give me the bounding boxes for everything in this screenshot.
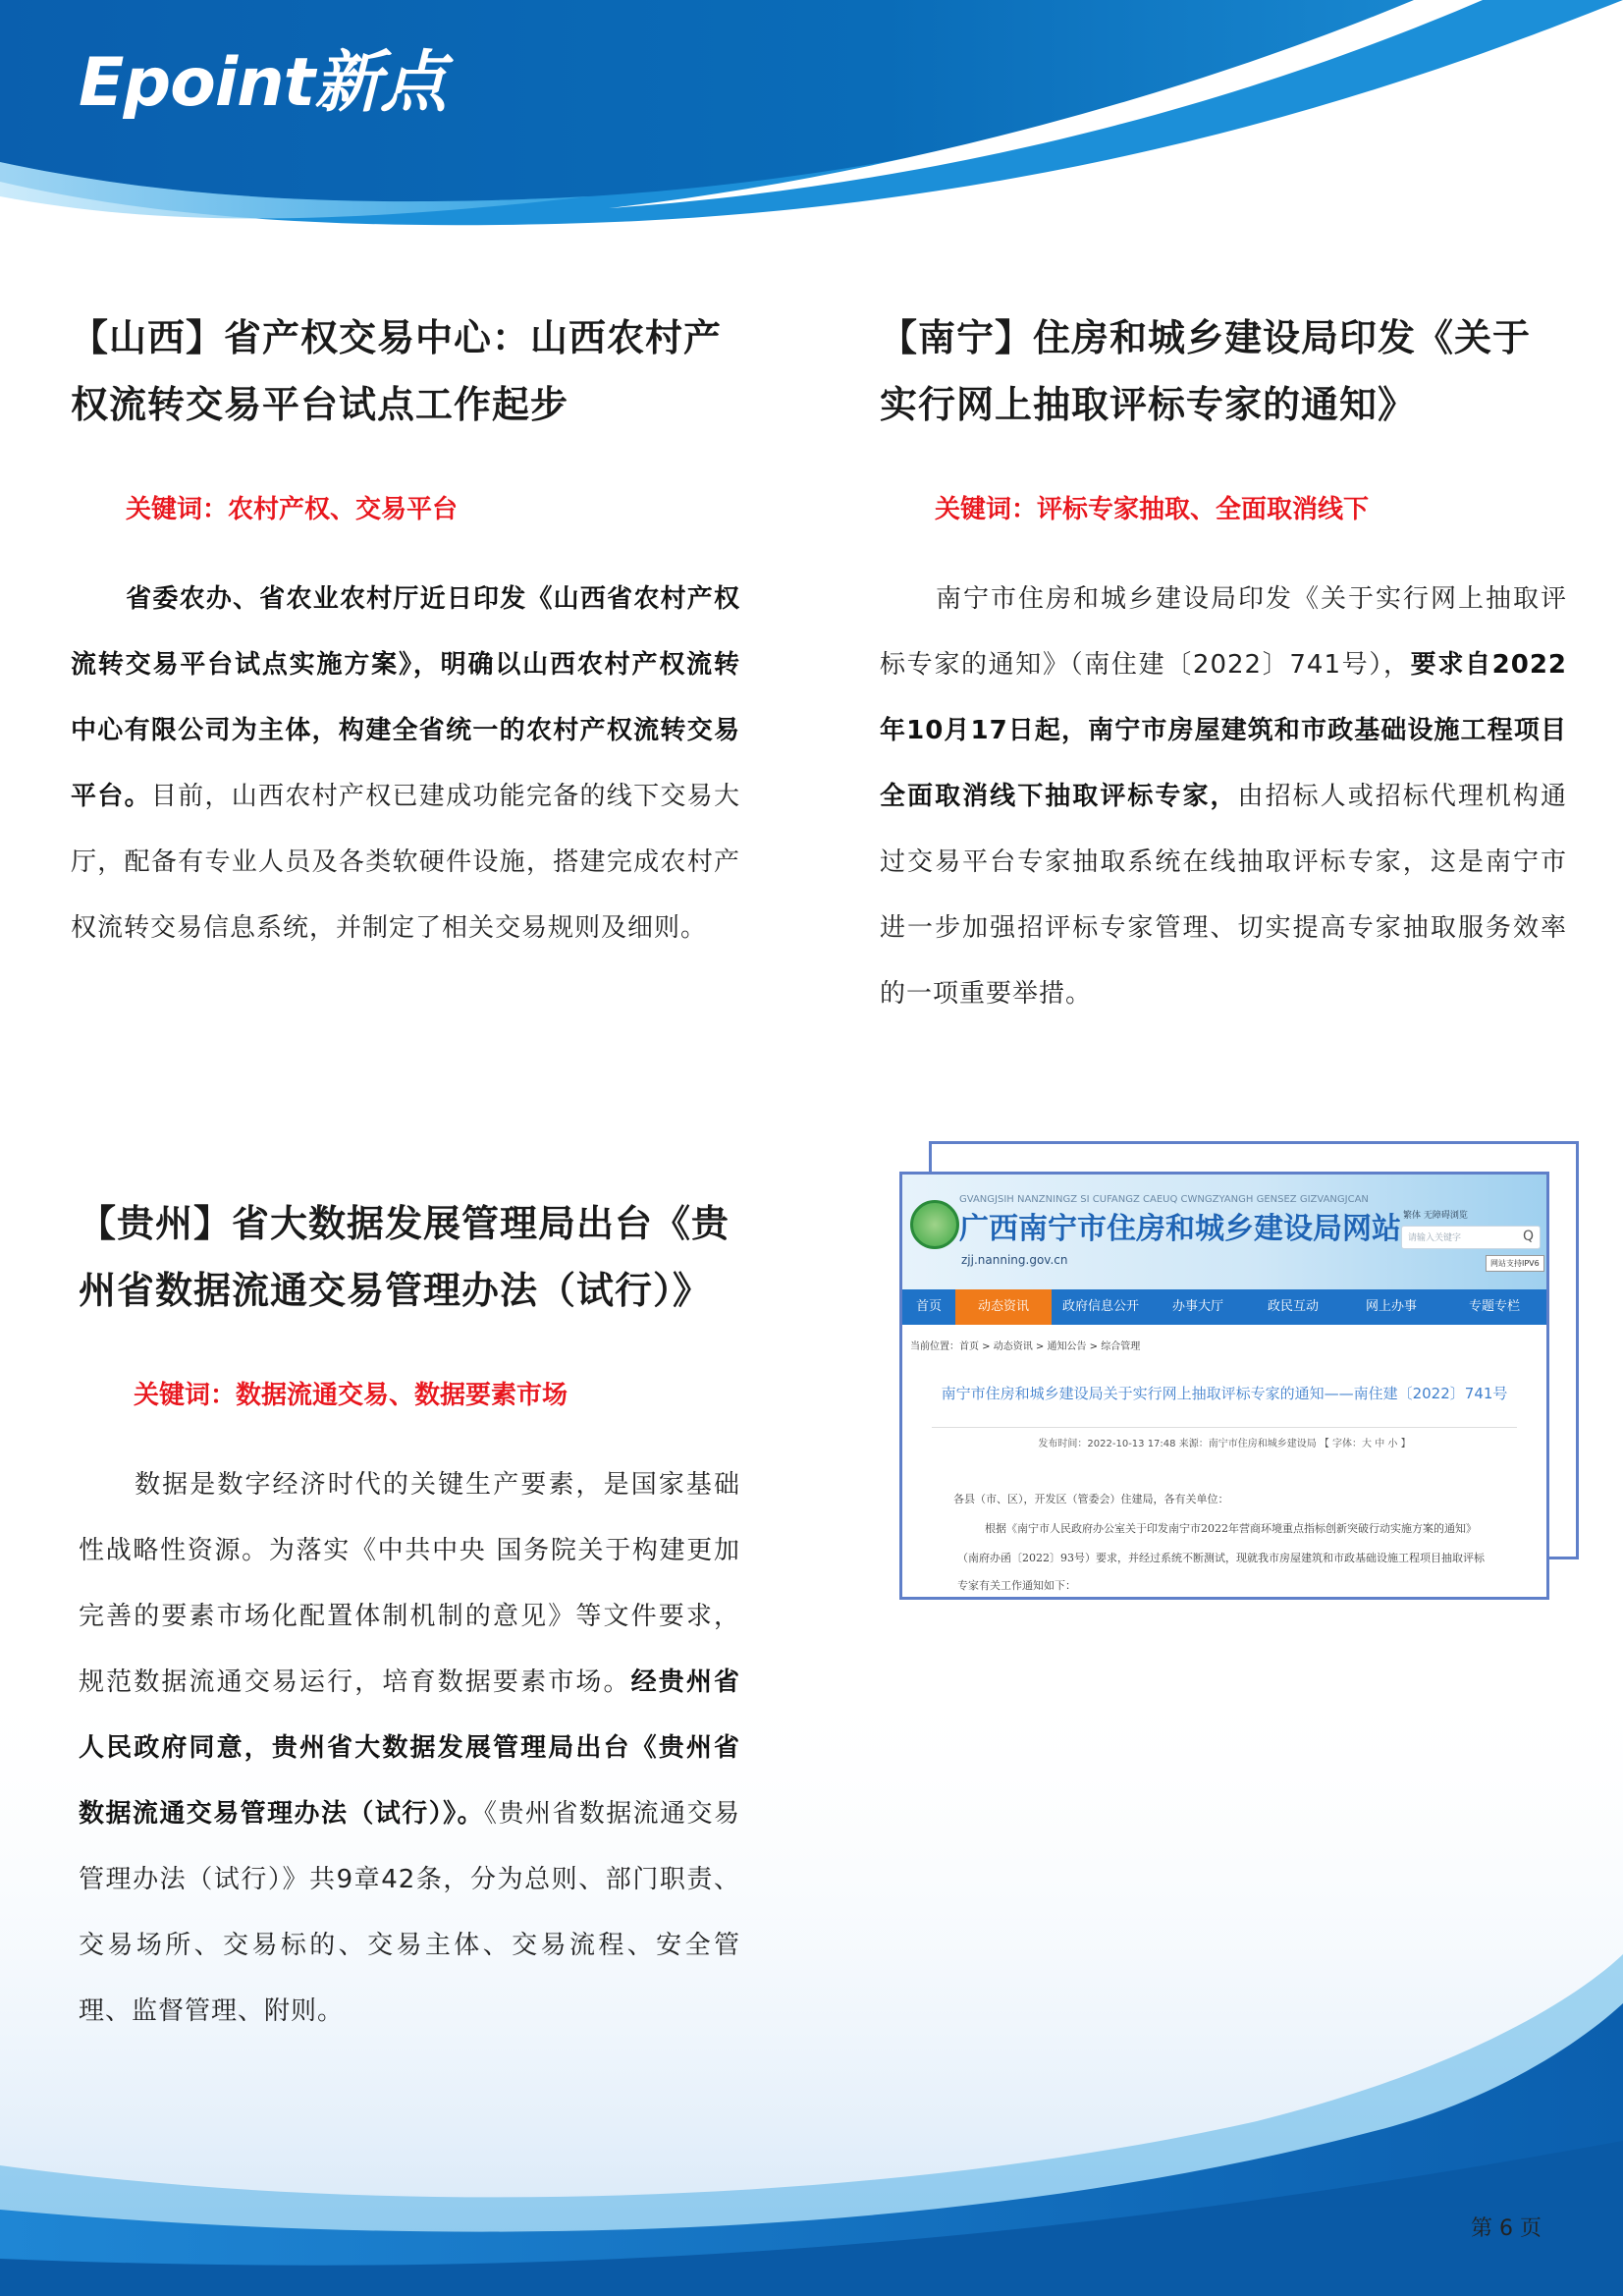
article-body <box>71 567 740 961</box>
site-article-line: （南府办函〔2022〕93号）要求，并经过系统不断测试，现就我市房屋建筑和市政基础设施工程项目抽取评标 <box>957 1552 1485 1564</box>
page-number: 第 6 页 <box>1471 2216 1542 2241</box>
site-nav-item: 办事大厅 <box>1171 1299 1223 1314</box>
site-title: 广西南宁市住房和城乡建设局网站 <box>959 1212 1401 1246</box>
website-screenshot <box>899 1172 1549 1600</box>
site-search-input <box>1401 1226 1541 1249</box>
article-body-bold: 要求自2022年10月17日起，南宁市房屋建筑和市政基础设施工程项目全面取消线下抽取评标专家， <box>880 650 1567 811</box>
article-shanxi <box>71 304 740 961</box>
site-article-meta: 发布时间：2022-10-13 17:48 来源：南宁市住房和城乡建设局 【 字体：大 中 小 】 <box>1038 1439 1411 1449</box>
article-headline: 【山西】省产权交易中心：山西农村产权流转交易平台试点工作起步 <box>71 316 723 426</box>
article-nanning <box>880 304 1567 1027</box>
site-top-links: 繁体 无障碍浏览 <box>1403 1211 1468 1221</box>
site-article-line: 根据《南宁市人民政府办公室关于印发南宁市2022年营商环境重点指标创新突破行动实施方案的通知》 <box>985 1522 1477 1535</box>
article-headline: 【南宁】住房和城乡建设局印发《关于实行网上抽取评标专家的通知》 <box>880 316 1532 426</box>
article-body-text: 目前，山西农村产权已建成功能完备的线下交易大厅，配备有专业人员及各类软硬件设施，搭建完成农村产权流转交易信息系统，并制定了相关交易规则及细则。 <box>71 782 740 943</box>
article-body-bold: 省委农办、省农业农村厅近日印发《山西省农村产权流转交易平台试点实施方案》，明确以山西农村产权流转中心有限公司为主体，构建全省统一的农村产权流转交易平台。 <box>71 584 740 811</box>
article-body-bold: 经贵州省人民政府同意，贵州省大数据发展管理局出台《贵州省数据流通交易管理办法（试行）》。 <box>79 1667 740 1829</box>
site-article-title: 南宁市住房和城乡建设局关于实行网上抽取评标专家的通知——南住建〔2022〕741号 <box>941 1385 1508 1402</box>
site-article-line: 专家有关工作通知如下： <box>957 1579 1076 1592</box>
site-nav-item: 专题专栏 <box>1468 1299 1520 1314</box>
article-body-intro: 南宁市住房和城乡建设局印发《关于实行网上抽取评标专家的通知》（南住建〔2022〕741号）， <box>880 584 1567 680</box>
article-keywords: 关键词：数据流通交易、数据要素市场 <box>134 1381 568 1410</box>
site-nav-item: 动态资讯 <box>955 1289 1052 1325</box>
logo-text: Epoint新点 <box>79 44 447 122</box>
article-guizhou <box>79 1190 740 2045</box>
site-nav <box>902 1289 1546 1325</box>
site-pinyin: GVANGJSIH NANZNINGZ SI CUFANGZ CAEUQ CWNGZYANGH GENSEZ GIZVANGJCAN <box>959 1194 1369 1205</box>
article-body-text: 《贵州省数据流通交易管理办法（试行）》共9章42条，分为总则、部门职责、交易场所、交易标的、交易主体、交易流程、安全管理、监督管理、附则。 <box>79 1799 740 2026</box>
site-url: zjj.nanning.gov.cn <box>961 1253 1068 1267</box>
article-body <box>79 1452 740 2045</box>
site-nav-item: 政府信息公开 <box>1061 1299 1139 1314</box>
site-nav-item: 首页 <box>915 1299 942 1314</box>
ipv6-badge: 网站支持IPV6 <box>1486 1255 1544 1272</box>
article-body-intro: 数据是数字经济时代的关键生产要素，是国家基础性战略性资源。为落实《中共中央 国务院关于构建更加完善的要素市场化配置体制机制的意见》等文件要求，规范数据流通交易运行，培育数据要素市场。 <box>79 1470 740 1697</box>
search-icon: Q <box>1522 1229 1534 1244</box>
article-headline: 【贵州】省大数据发展管理局出台《贵州省数据流通交易管理办法（试行）》 <box>79 1202 730 1312</box>
site-breadcrumb: 当前位置：首页 > 动态资讯 > 通知公告 > 综合管理 <box>910 1341 1141 1352</box>
article-keywords: 关键词：农村产权、交易平台 <box>126 495 459 524</box>
site-nav-item: 网上办事 <box>1365 1299 1417 1314</box>
site-emblem-icon <box>910 1200 959 1249</box>
article-body <box>880 567 1567 1027</box>
site-article-line: 各县（市、区），开发区（管委会）住建局，各有关单位： <box>953 1493 1229 1505</box>
divider <box>932 1427 1517 1428</box>
brand-logo <box>79 29 446 125</box>
article-body-text: 由招标人或招标代理机构通过交易平台专家抽取系统在线抽取评标专家，这是南宁市进一步加强招评标专家管理、切实提高专家抽取服务效率的一项重要举措。 <box>880 782 1567 1009</box>
search-placeholder: 请输入关键字 <box>1408 1233 1462 1243</box>
site-banner <box>902 1175 1546 1289</box>
site-nav-item: 政民互动 <box>1267 1299 1319 1314</box>
article-keywords: 关键词：评标专家抽取、全面取消线下 <box>935 495 1370 524</box>
